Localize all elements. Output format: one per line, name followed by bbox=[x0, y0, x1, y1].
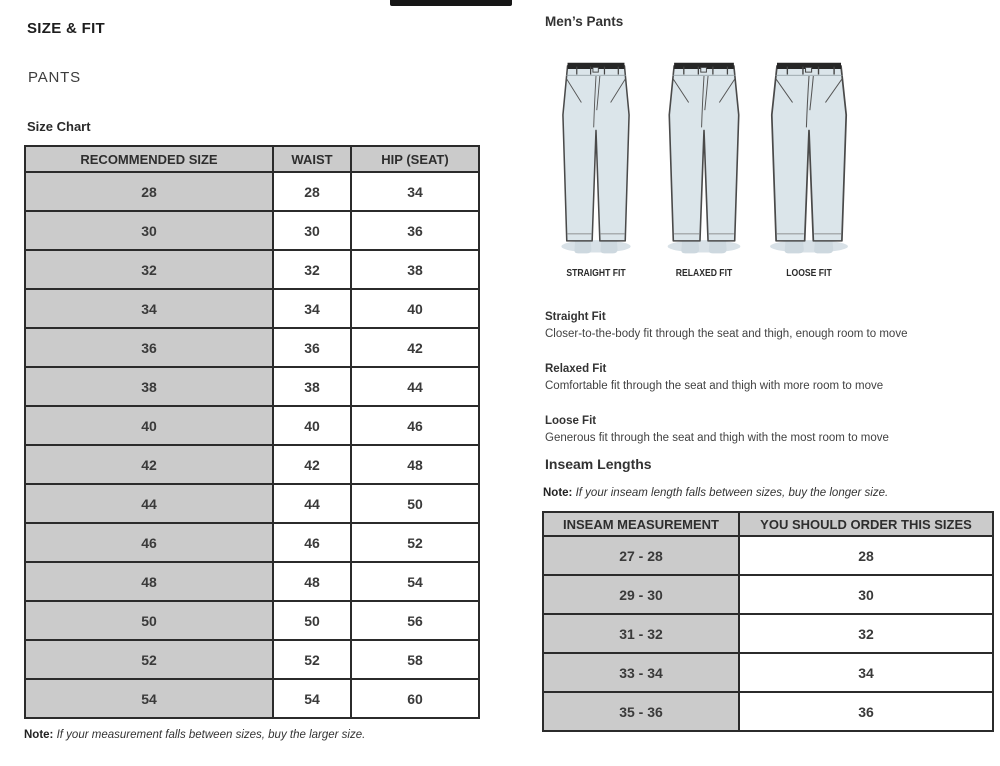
table-row bbox=[25, 289, 479, 328]
mens-pants-title: Men’s Pants bbox=[545, 14, 624, 29]
straight-fit-description-block bbox=[545, 311, 965, 340]
cell-hip: 44 bbox=[351, 367, 479, 406]
cell-hip: 40 bbox=[351, 289, 479, 328]
cell-recommended-size: 50 bbox=[25, 601, 273, 640]
cell-order-size: 36 bbox=[739, 692, 993, 731]
pants-figure-loose bbox=[764, 62, 854, 279]
table-row bbox=[25, 523, 479, 562]
straight-fit-pants-illustration bbox=[556, 62, 636, 258]
table-row bbox=[25, 211, 479, 250]
cell-recommended-size: 40 bbox=[25, 406, 273, 445]
size-chart-note bbox=[24, 729, 365, 741]
table-row bbox=[543, 536, 993, 575]
cell-recommended-size: 34 bbox=[25, 289, 273, 328]
fit-description: Closer-to-the-body fit through the seat and thigh, enough room to move bbox=[545, 328, 908, 340]
cell-waist: 30 bbox=[273, 211, 351, 250]
category-title: PANTS bbox=[28, 69, 81, 86]
table-row bbox=[25, 484, 479, 523]
cell-waist: 48 bbox=[273, 562, 351, 601]
cell-recommended-size: 36 bbox=[25, 328, 273, 367]
cell-hip: 50 bbox=[351, 484, 479, 523]
cell-hip: 42 bbox=[351, 328, 479, 367]
inseam-note bbox=[543, 487, 888, 499]
table-row bbox=[25, 679, 479, 718]
note-text: If your inseam length falls between sizes, buy the longer size. bbox=[575, 487, 889, 499]
cell-recommended-size: 32 bbox=[25, 250, 273, 289]
pants-figure-straight bbox=[556, 62, 636, 279]
cell-recommended-size: 38 bbox=[25, 367, 273, 406]
relaxed-fit-pants-illustration bbox=[662, 62, 746, 258]
cell-recommended-size: 44 bbox=[25, 484, 273, 523]
cell-inseam-range: 31 - 32 bbox=[543, 614, 739, 653]
column-header-hip: HIP (SEAT) bbox=[351, 146, 479, 172]
inseam-header-row bbox=[543, 512, 993, 536]
column-header-recommended-size: RECOMMENDED SIZE bbox=[25, 146, 273, 172]
cell-waist: 34 bbox=[273, 289, 351, 328]
inseam-table bbox=[542, 511, 994, 732]
cell-waist: 46 bbox=[273, 523, 351, 562]
table-row bbox=[25, 328, 479, 367]
table-row bbox=[25, 640, 479, 679]
cell-hip: 56 bbox=[351, 601, 479, 640]
cell-hip: 38 bbox=[351, 250, 479, 289]
table-row bbox=[543, 614, 993, 653]
fit-name: Relaxed Fit bbox=[545, 363, 607, 375]
column-header-waist: WAIST bbox=[273, 146, 351, 172]
cell-hip: 34 bbox=[351, 172, 479, 211]
cell-inseam-range: 29 - 30 bbox=[543, 575, 739, 614]
cell-waist: 50 bbox=[273, 601, 351, 640]
size-chart-table bbox=[24, 145, 480, 719]
table-row bbox=[25, 601, 479, 640]
fit-description: Comfortable fit through the seat and thigh with more room to move bbox=[545, 380, 884, 392]
column-header-inseam-measurement: INSEAM MEASUREMENT bbox=[543, 512, 739, 536]
fit-name: Straight Fit bbox=[545, 311, 606, 323]
relaxed-fit-description-block bbox=[545, 363, 965, 392]
cell-order-size: 32 bbox=[739, 614, 993, 653]
cell-hip: 52 bbox=[351, 523, 479, 562]
cell-waist: 38 bbox=[273, 367, 351, 406]
cell-waist: 52 bbox=[273, 640, 351, 679]
cell-order-size: 28 bbox=[739, 536, 993, 575]
cell-order-size: 34 bbox=[739, 653, 993, 692]
page-title: SIZE & FIT bbox=[27, 20, 105, 37]
table-row bbox=[543, 575, 993, 614]
pants-figure-relaxed bbox=[662, 62, 746, 279]
cell-hip: 36 bbox=[351, 211, 479, 250]
table-row bbox=[25, 562, 479, 601]
cell-recommended-size: 30 bbox=[25, 211, 273, 250]
note-text: If your measurement falls between sizes, buy the larger size. bbox=[56, 729, 366, 741]
straight-fit-caption: STRAIGHT FIT bbox=[566, 267, 626, 279]
inseam-lengths-title: Inseam Lengths bbox=[545, 456, 652, 472]
table-row bbox=[25, 406, 479, 445]
cell-hip: 54 bbox=[351, 562, 479, 601]
cell-recommended-size: 52 bbox=[25, 640, 273, 679]
table-row bbox=[543, 692, 993, 731]
column-header-order-size: YOU SHOULD ORDER THIS SIZES bbox=[739, 512, 993, 536]
fit-description: Generous fit through the seat and thigh with the most room to move bbox=[545, 432, 889, 444]
note-label: Note: bbox=[24, 729, 54, 741]
cell-waist: 42 bbox=[273, 445, 351, 484]
cell-hip: 48 bbox=[351, 445, 479, 484]
table-row bbox=[543, 653, 993, 692]
cell-order-size: 30 bbox=[739, 575, 993, 614]
cell-waist: 44 bbox=[273, 484, 351, 523]
size-chart-label: Size Chart bbox=[27, 119, 91, 134]
cell-recommended-size: 28 bbox=[25, 172, 273, 211]
cell-recommended-size: 42 bbox=[25, 445, 273, 484]
cell-inseam-range: 27 - 28 bbox=[543, 536, 739, 575]
cell-waist: 36 bbox=[273, 328, 351, 367]
size-chart-header-row bbox=[25, 146, 479, 172]
loose-fit-pants-illustration bbox=[764, 62, 854, 258]
loose-fit-description-block bbox=[545, 415, 965, 444]
cell-waist: 40 bbox=[273, 406, 351, 445]
cell-inseam-range: 35 - 36 bbox=[543, 692, 739, 731]
table-row bbox=[25, 250, 479, 289]
cell-recommended-size: 54 bbox=[25, 679, 273, 718]
table-row bbox=[25, 445, 479, 484]
relaxed-fit-caption: RELAXED FIT bbox=[675, 267, 733, 279]
note-label: Note: bbox=[543, 487, 573, 499]
table-row bbox=[25, 367, 479, 406]
cell-hip: 60 bbox=[351, 679, 479, 718]
cell-waist: 32 bbox=[273, 250, 351, 289]
cell-hip: 46 bbox=[351, 406, 479, 445]
table-row bbox=[25, 172, 479, 211]
cell-waist: 54 bbox=[273, 679, 351, 718]
cell-hip: 58 bbox=[351, 640, 479, 679]
cell-recommended-size: 46 bbox=[25, 523, 273, 562]
cell-waist: 28 bbox=[273, 172, 351, 211]
cropped-tab-fragment bbox=[390, 0, 512, 6]
fit-name: Loose Fit bbox=[545, 415, 597, 427]
cell-inseam-range: 33 - 34 bbox=[543, 653, 739, 692]
loose-fit-caption: LOOSE FIT bbox=[786, 267, 832, 279]
cell-recommended-size: 48 bbox=[25, 562, 273, 601]
